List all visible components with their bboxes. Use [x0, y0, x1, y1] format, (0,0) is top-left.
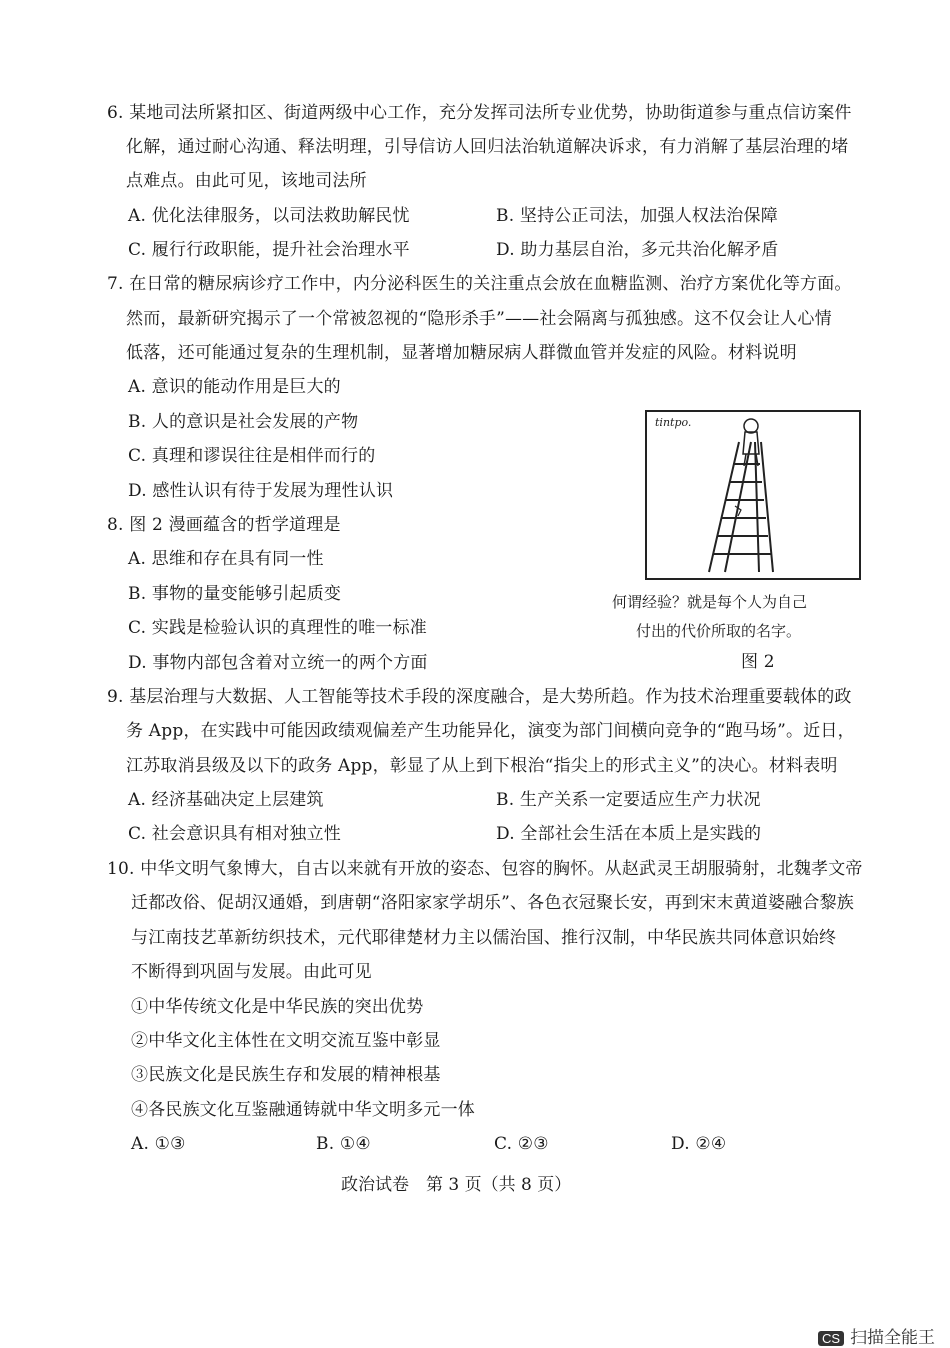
cartoon-caption-line-2: 付出的代价所取的名字。 — [636, 622, 802, 640]
q6-option-d: D. 助力基层自治，多元共治化解矛盾 — [496, 240, 779, 260]
q9-option-c: C. 社会意识具有相对独立性 — [128, 824, 342, 844]
q8-stem: 8. 图 2 漫画蕴含的哲学道理是 — [107, 515, 341, 535]
q8-option-c: C. 实践是检验认识的真理性的唯一标准 — [128, 618, 428, 638]
q8-option-a: A. 思维和存在具有同一性 — [128, 549, 324, 569]
q6-stem-line-1: 6. 某地司法所紧扣区、街道两级中心工作，充分发挥司法所专业优势，协助街道参与重点信访案件 — [107, 103, 852, 123]
q10-stem-line-4: 不断得到巩固与发展。由此可见 — [131, 962, 372, 982]
q7-option-c: C. 真理和谬误往往是相伴而行的 — [128, 446, 376, 466]
cartoon-figure — [645, 410, 861, 580]
figure-label: 图 2 — [741, 652, 775, 672]
q10-stem-line-3: 与江南技艺革新纺织技术，元代耶律楚材力主以儒治国、推行汉制，中华民族共同体意识始终 — [131, 928, 837, 948]
q10-option-c: C. ②③ — [494, 1134, 549, 1154]
q7-stem-line-1: 7. 在日常的糖尿病诊疗工作中，内分泌科医生的关注重点会放在血糖监测、治疗方案优化等方面。 — [107, 274, 852, 294]
q8-option-d: D. 事物内部包含着对立统一的两个方面 — [128, 653, 428, 673]
q10-option-b: B. ①④ — [316, 1134, 371, 1154]
q7-option-a: A. 意识的能动作用是巨大的 — [128, 377, 341, 397]
q10-stem-line-1: 10. 中华文明气象博大，自古以来就有开放的姿态、包容的胸怀。从赵武灵王胡服骑射，北魏孝文帝 — [107, 859, 863, 879]
q9-option-a: A. 经济基础决定上层建筑 — [128, 790, 324, 810]
q9-stem-line-3: 江苏取消县级及以下的政务 App，彰显了从上到下根治“指尖上的形式主义”的决心。材料表明 — [126, 756, 838, 776]
q10-stem-line-2: 迁都改俗、促胡汉通婚，到唐朝“洛阳家家学胡乐”、各色衣冠聚长安，再到宋末黄道婆融合黎族 — [131, 893, 854, 913]
q6-option-c: C. 履行行政职能，提升社会治理水平 — [128, 240, 410, 260]
scanner-logo-icon: CS — [818, 1331, 844, 1346]
q7-option-b: B. 人的意识是社会发展的产物 — [128, 412, 359, 432]
scanner-watermark-text: 扫描全能王 — [850, 1328, 936, 1347]
q6-stem-line-2: 化解，通过耐心沟通、释法明理，引导信访人回归法治轨道解决诉求，有力消解了基层治理的堵 — [126, 137, 849, 157]
q10-statement-4: ④各民族文化互鉴融通铸就中华文明多元一体 — [131, 1100, 475, 1120]
q6-stem-line-3: 点难点。由此可见，该地司法所 — [126, 171, 367, 191]
q7-option-d: D. 感性认识有待于发展为理性认识 — [128, 481, 394, 501]
q10-statement-3: ③民族文化是民族生存和发展的精神根基 — [131, 1065, 441, 1085]
q9-option-b: B. 生产关系一定要适应生产力状况 — [496, 790, 761, 810]
page-footer: 政治试卷 第 3 页（共 8 页） — [341, 1175, 572, 1195]
q6-option-a: A. 优化法律服务，以司法救助解民忧 — [128, 206, 410, 226]
scanner-watermark — [818, 1323, 935, 1348]
q7-stem-line-3: 低落，还可能通过复杂的生理机制，显著增加糖尿病人群微血管并发症的风险。材料说明 — [126, 343, 797, 363]
cartoon-signature: tintpo. — [655, 416, 692, 429]
q7-stem-line-2: 然而，最新研究揭示了一个常被忽视的“隐形杀手”——社会隔离与孤独感。这不仅会让人心情 — [126, 309, 832, 329]
q10-statement-1: ①中华传统文化是中华民族的突出优势 — [131, 997, 424, 1017]
cartoon-caption-line-1: 何谓经验？就是每个人为自己 — [612, 593, 808, 611]
q9-stem-line-2: 务 App，在实践中可能因政绩观偏差产生功能异化，演变为部门间横向竞争的“跑马场”。近日， — [126, 721, 855, 741]
q9-stem-line-1: 9. 基层治理与大数据、人工智能等技术手段的深度融合，是大势所趋。作为技术治理重要载体的政 — [107, 687, 852, 707]
q8-option-b: B. 事物的量变能够引起质变 — [128, 584, 342, 604]
ladder-cartoon-illustration — [647, 412, 859, 578]
q9-option-d: D. 全部社会生活在本质上是实践的 — [496, 824, 762, 844]
q10-option-a: A. ①③ — [131, 1134, 186, 1154]
q10-statement-2: ②中华文化主体性在文明交流互鉴中彰显 — [131, 1031, 441, 1051]
q6-option-b: B. 坚持公正司法，加强人权法治保障 — [496, 206, 778, 226]
q10-option-d: D. ②④ — [671, 1134, 727, 1154]
